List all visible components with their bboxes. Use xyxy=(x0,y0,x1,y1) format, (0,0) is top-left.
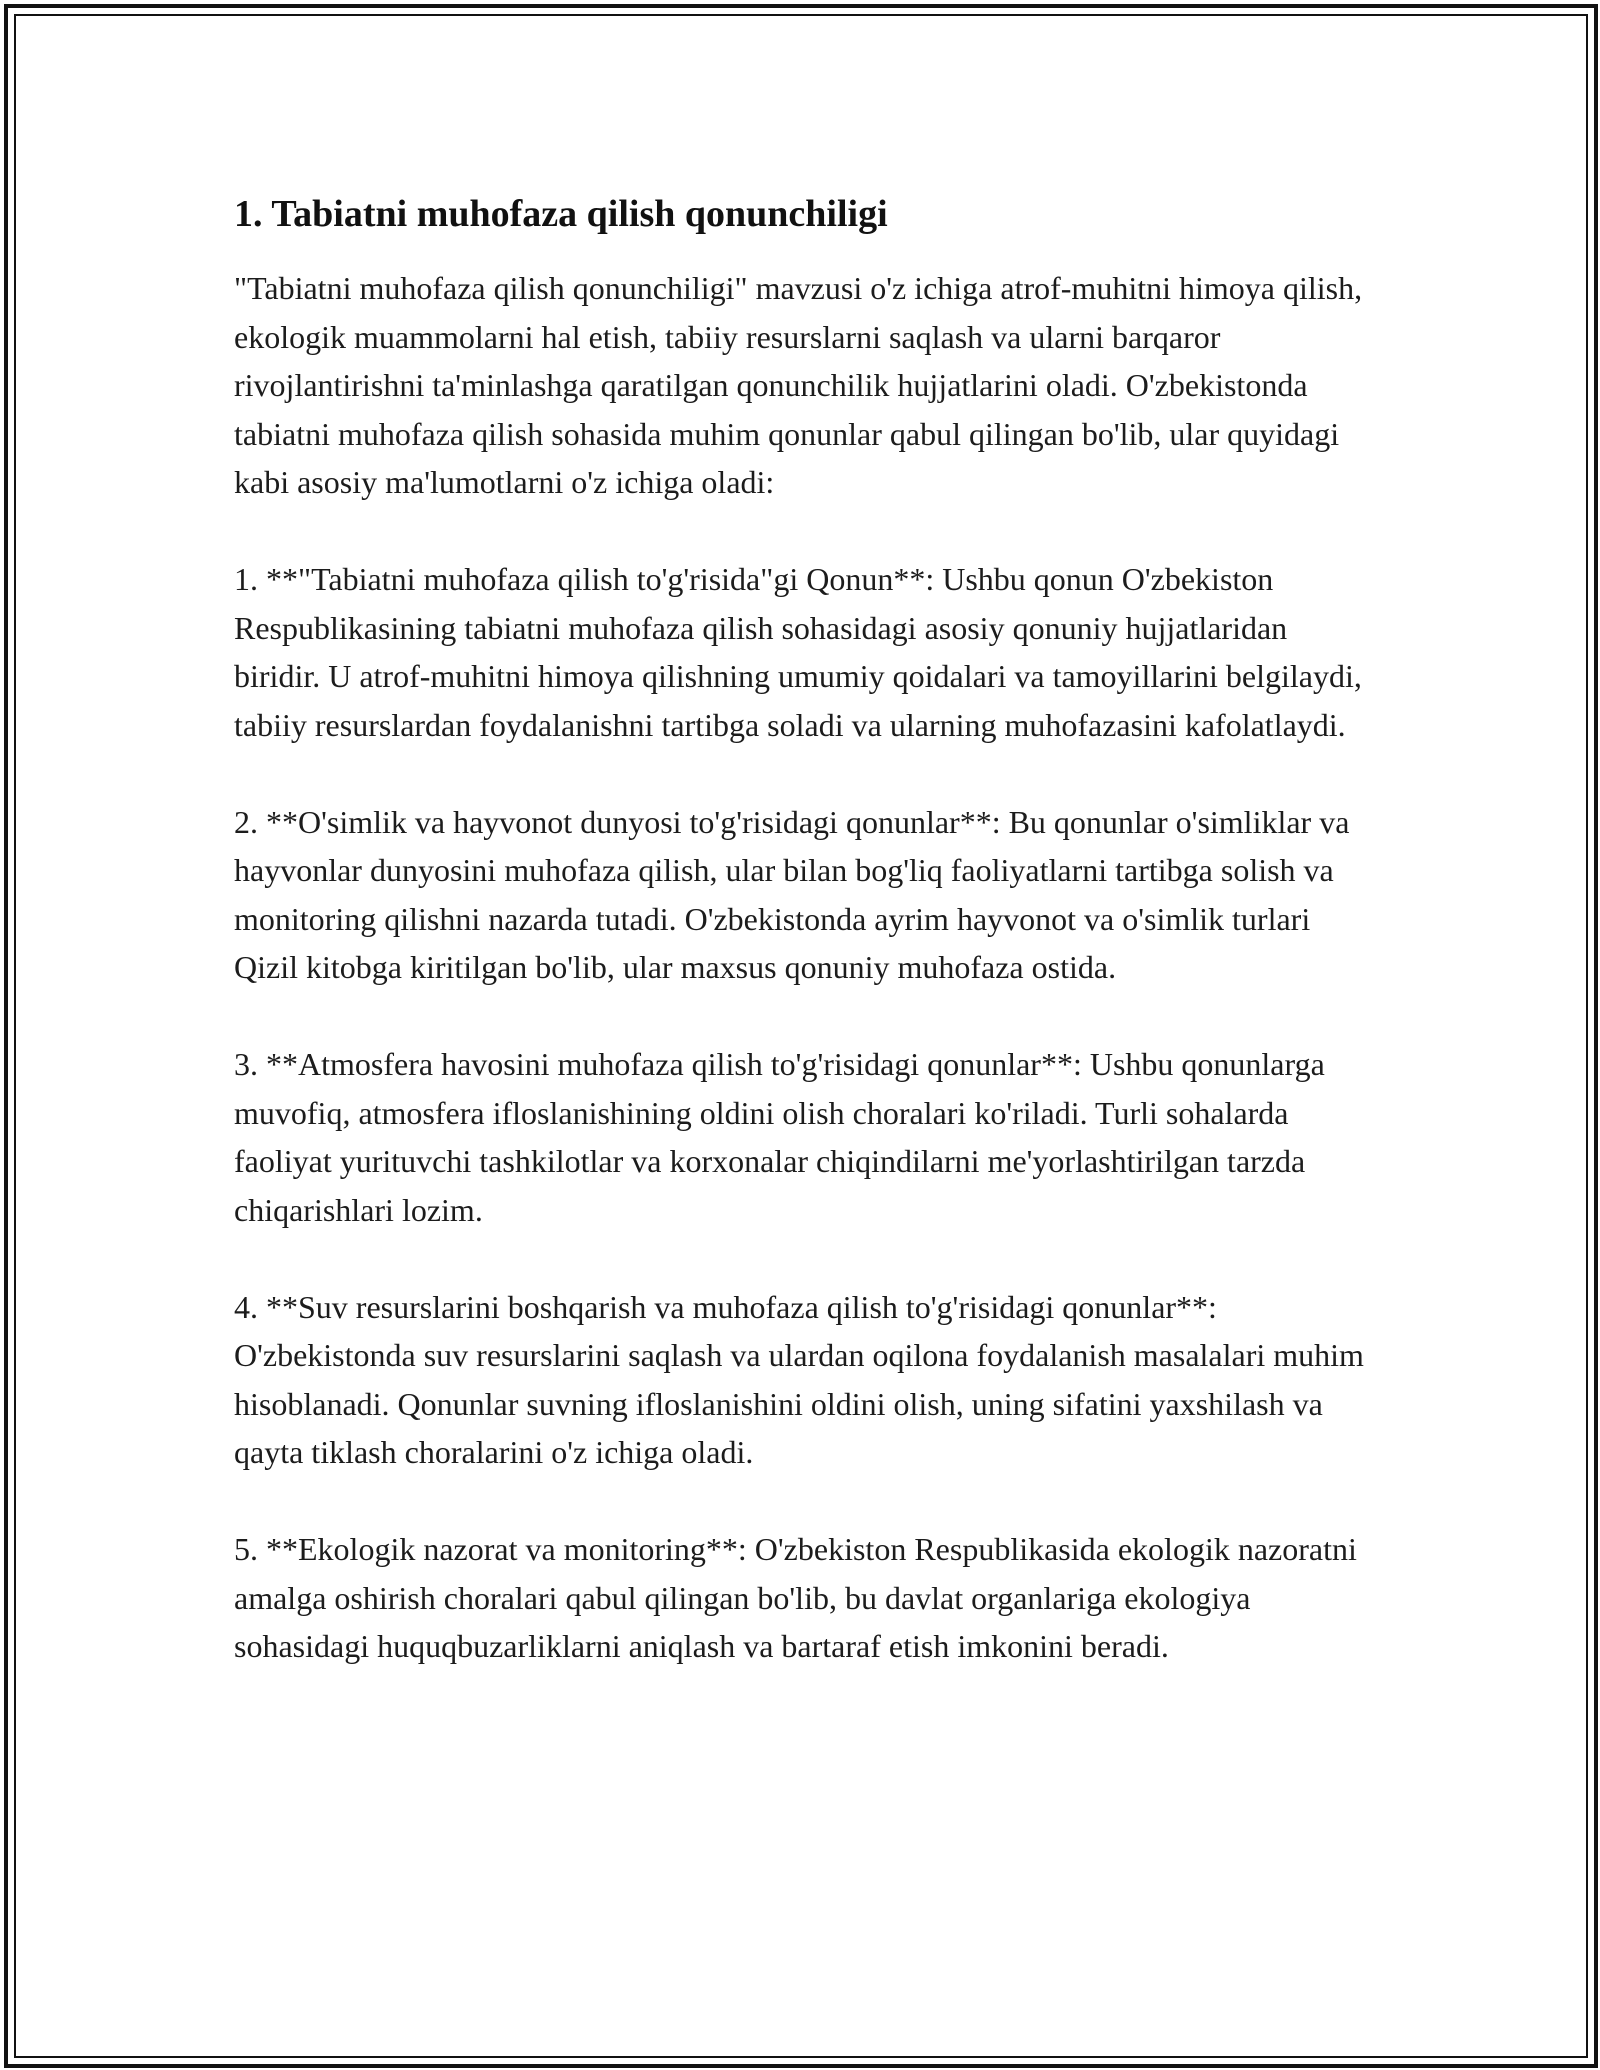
intro-paragraph: "Tabiatni muhofaza qilish qonunchiligi" mavzusi o'z ichiga atrof-muhitni himoya qilish, ekologik muammolarni hal etish, tabiiy resurslarni saqlash va ularni barqaror rivojlantirishni ta'minlashga qaratilgan qonunchilik hujjatlarini oladi. O'zbekistonda tabiatni muhofaza qilish sohasida muhim qonunlar qabul qilingan bo'lib, ular quyidagi kabi asosiy ma'lumotlarni o'z ichiga oladi: xyxy=(234,270,1363,500)
list-item-paragraph: 3. **Atmosfera havosini muhofaza qilish to'g'risidagi qonunlar**: Ushbu qonunlarga muvofiq, atmosfera ifloslanishining oldini olish choralari ko'riladi. Turli sohalarda faoliyat yurituvchi tashkilotlar va korxonalar chiqindilarni me'yorlashtirilgan tarzda chiqarishlari lozim. xyxy=(234,1046,1325,1228)
list-item-paragraph: 5. **Ekologik nazorat va monitoring**: O'zbekiston Respublikasida ekologik nazoratni amalga oshirish choralari qabul qilingan bo'lib, bu davlat organlariga ekologiya sohasidagi huquqbuzarliklarni aniqlash va bartaraf etish imkonini beradi. xyxy=(234,1531,1357,1664)
document-title: 1. Tabiatni muhofaza qilish qonunchiligi xyxy=(234,193,888,235)
document-body xyxy=(234,190,1364,1671)
list-item-paragraph: 1. **"Tabiatni muhofaza qilish to'g'risida"gi Qonun**: Ushbu qonun O'zbekiston Respublikasining tabiatni muhofaza qilish sohasidagi asosiy qonuniy hujjatlaridan biridir. U atrof-muhitni himoya qilishning umumiy qoidalari va tamoyillarini belgilaydi, tabiiy resurslardan foydalanishni tartibga soladi va ularning muhofazasini kafolatlaydi. xyxy=(234,561,1362,743)
list-item-paragraph: 4. **Suv resurslarini boshqarish va muhofaza qilish to'g'risidagi qonunlar**: O'zbekistonda suv resurslarini saqlash va ulardan oqilona foydalanish masalalari muhim hisoblanadi. Qonunlar suvning ifloslanishini oldini olish, uning sifatini yaxshilash va qayta tiklash choralarini o'z ichiga oladi. xyxy=(234,1288,1364,1470)
list-item-paragraph: 2. **O'simlik va hayvonot dunyosi to'g'risidagi qonunlar**: Bu qonunlar o'simliklar va hayvonlar dunyosini muhofaza qilish, ular bilan bog'liq faoliyatlarni tartibga solish va monitoring qilishni nazarda tutadi. O'zbekistonda ayrim hayvonot va o'simlik turlari Qizil kitobga kiritilgan bo'lib, ular maxsus qonuniy muhofaza ostida. xyxy=(234,803,1350,985)
